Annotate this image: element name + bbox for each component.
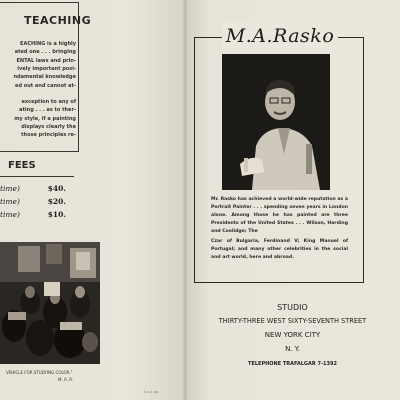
bio-paragraph: Mr. Rasko has achieved a world-wide reputation as a Portrait Painter . . . spending seven years in London alone. Among those he has painted are three Presidents of the United States . . . Wilson, Harding and Coolidge; The xyxy=(211,197,348,234)
teaching-title: TEACHING xyxy=(24,14,92,27)
studio-state: N. Y. xyxy=(285,345,300,353)
studio-street: THIRTY-THREE WEST SIXTY-SEVENTH STREET xyxy=(218,317,367,325)
teaching-line: displays clearly the xyxy=(21,124,76,130)
fee-label: time) xyxy=(0,184,20,193)
studio-label: STUDIO xyxy=(277,303,308,312)
teaching-line: ating . . . as to ther- xyxy=(19,107,76,114)
photo-caption: VEHICLE FOR STUDYING COLOR." xyxy=(6,370,73,375)
teaching-line: ated one . . . bringing xyxy=(14,49,76,56)
teaching-line: my style, if a painting xyxy=(14,115,76,122)
fee-label: time) xyxy=(0,210,20,219)
classroom-photo-image xyxy=(0,242,100,364)
artist-name: M.A.Rasko xyxy=(222,22,338,50)
studio-telephone: TELEPHONE TRAFALGAR 7-1392 xyxy=(248,361,337,367)
class-photo xyxy=(0,242,100,364)
fees-title: FEES xyxy=(8,160,36,171)
fee-label: time) xyxy=(0,197,20,206)
bio-paragraph: Czar of Bulgaria, Ferdinand V; King Manuel of Portugal; and many other celebrities in the social and art world, here and abroad. xyxy=(211,239,348,260)
page-fold xyxy=(182,0,188,400)
fee-price: $20. xyxy=(47,197,66,206)
fee-price: $10. xyxy=(47,210,66,219)
fees-divider xyxy=(0,176,74,177)
teaching-line: ndamental knowledge xyxy=(13,74,76,81)
teaching-line: ENTAL laws and prin- xyxy=(16,57,76,64)
studio-city: NEW YORK CITY xyxy=(264,331,321,339)
teaching-line: exception to any of xyxy=(21,99,76,106)
portrait-photo-image xyxy=(222,54,330,190)
printer-mark: S. S. S. 161 xyxy=(144,391,159,394)
fee-price: $40. xyxy=(47,184,66,193)
left-page xyxy=(0,0,185,400)
teaching-line: EACHING is a highly xyxy=(20,41,76,47)
artist-portrait xyxy=(222,54,330,190)
teaching-line: ed out and cannot at- xyxy=(15,82,76,89)
caption-signature: M. A. R. xyxy=(58,377,74,382)
teaching-line: ively important posi- xyxy=(17,65,76,72)
teaching-line: those principles re- xyxy=(21,132,76,139)
